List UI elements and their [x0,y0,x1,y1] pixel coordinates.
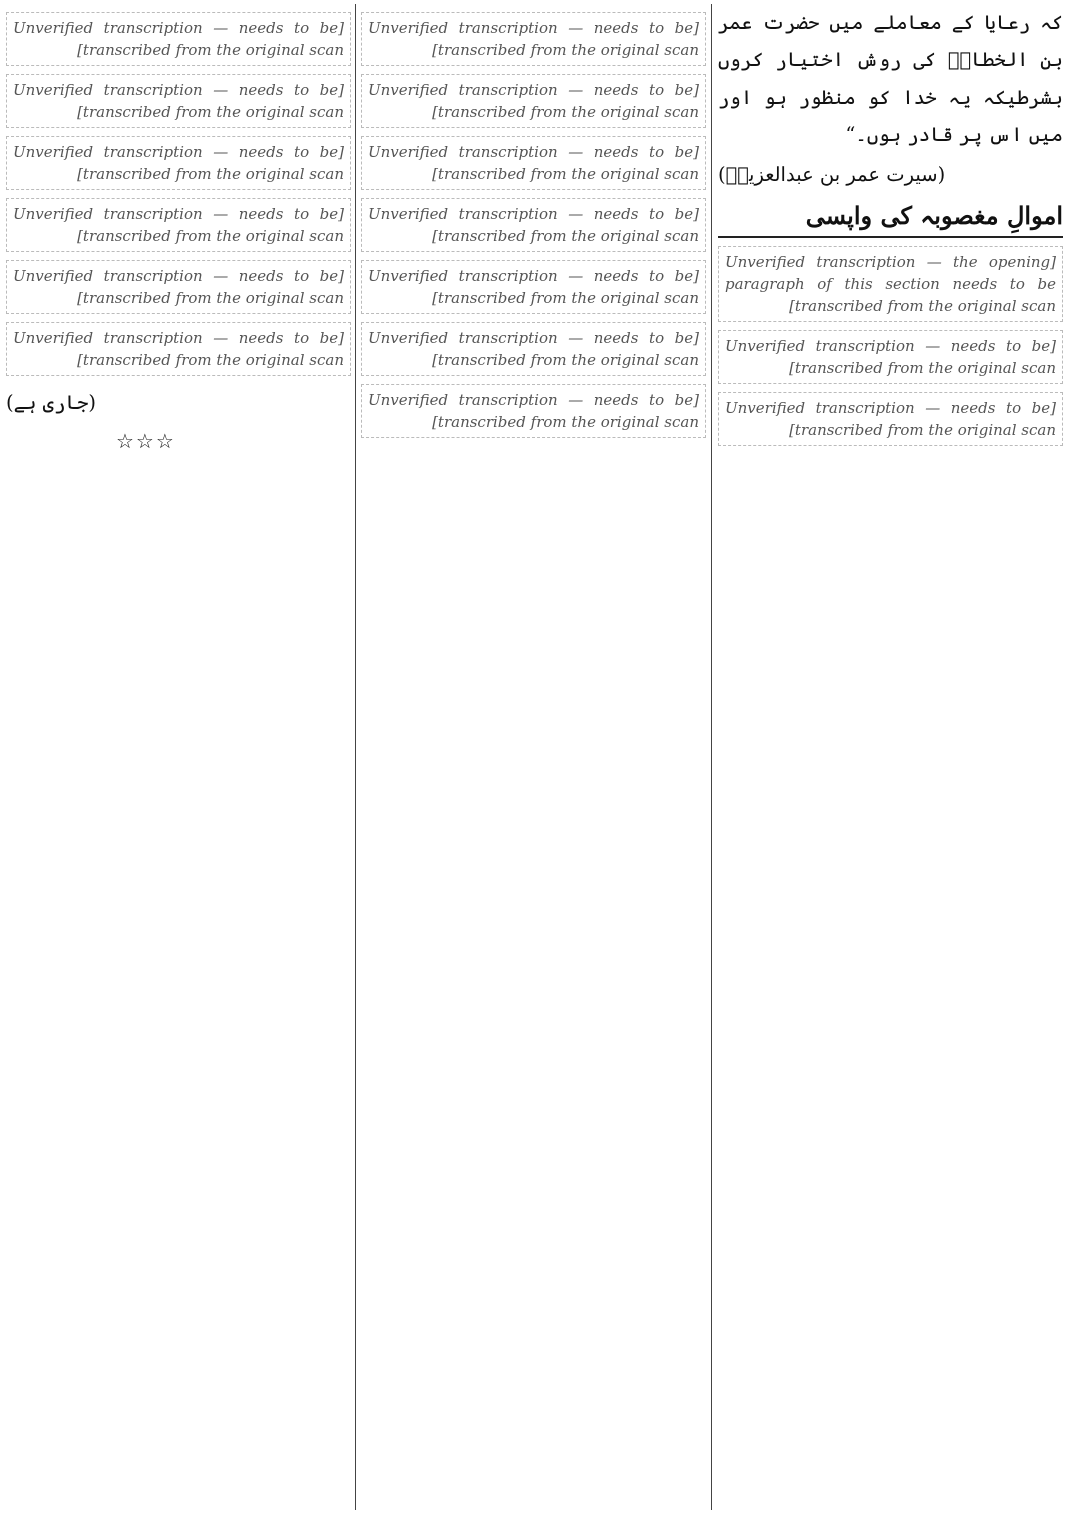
paragraph: [Unverified transcription — needs to be transcribed from the original scan] [361,12,706,66]
paragraph: [Unverified transcription — needs to be transcribed from the original scan] [361,322,706,376]
paragraph: [Unverified transcription — needs to be transcribed from the original scan] [361,198,706,252]
section-heading: اموالِ مغصوبہ کی واپسی [718,197,1063,238]
paragraph: [Unverified transcription — needs to be transcribed from the original scan] [361,74,706,128]
column-right [718,4,1063,1510]
column-middle [361,4,706,1510]
paragraph: [Unverified transcription — needs to be transcribed from the original scan] [6,12,351,66]
paragraph: [Unverified transcription — needs to be transcribed from the original scan] [6,260,351,314]
column-divider [711,4,712,1510]
paragraph: [Unverified transcription — needs to be transcribed from the original scan] [718,392,1063,446]
paragraph: [Unverified transcription — needs to be transcribed from the original scan] [361,260,706,314]
citation: (سیرت عمر بن عبدالعزیزؒ) [718,162,946,186]
paragraph: [Unverified transcription — the opening paragraph of this section needs to be transcribed from the original scan] [718,246,1063,322]
paragraph: [Unverified transcription — needs to be transcribed from the original scan] [361,384,706,438]
paragraph: [Unverified transcription — needs to be transcribed from the original scan] [6,136,351,190]
column-left [6,4,351,1510]
paragraph: [Unverified transcription — needs to be transcribed from the original scan] [6,198,351,252]
continued-mark: (جاری ہے) [6,391,96,414]
paragraph: [Unverified transcription — needs to be transcribed from the original scan] [718,330,1063,384]
paragraph: [Unverified transcription — needs to be transcribed from the original scan] [6,322,351,376]
paragraph: [Unverified transcription — needs to be transcribed from the original scan] [361,136,706,190]
paragraph: [Unverified transcription — needs to be transcribed from the original scan] [6,74,351,128]
paragraph: کہ رعایا کے معاملے میں حضرت عمر بن الخطابؓ کی روش اختیار کروں بشرطیکہ یہ خدا کو منظور ہو اور میں اس پر قادر ہوں۔“ [718,11,1063,147]
column-divider [355,4,356,1510]
stars-ornament: ☆☆☆ [116,429,176,454]
